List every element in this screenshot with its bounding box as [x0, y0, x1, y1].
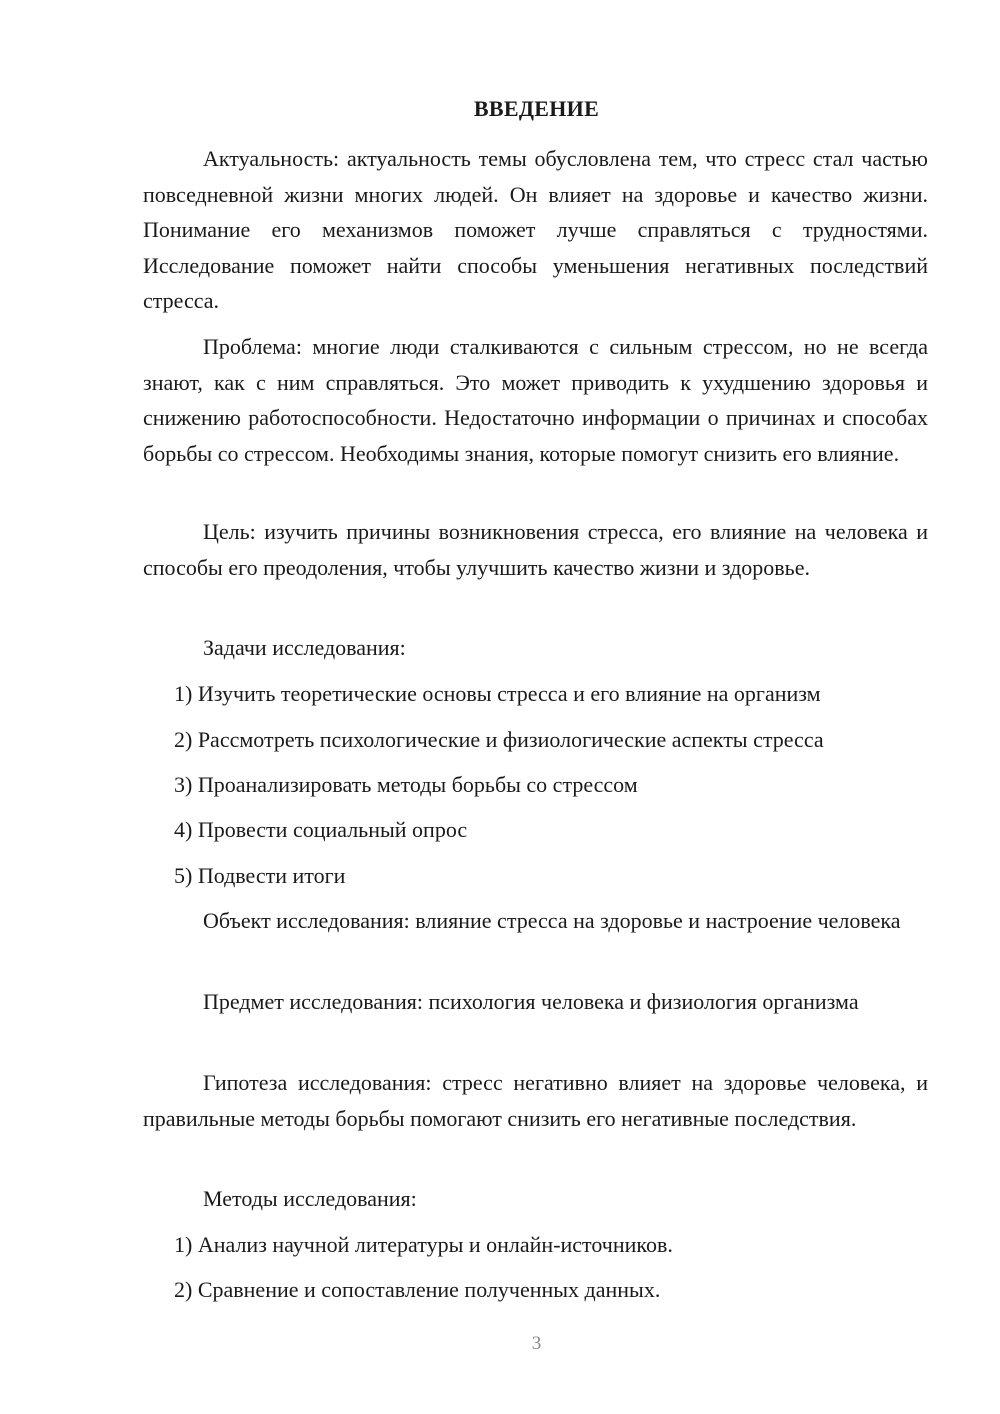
task-item: 2) Рассмотреть психологические и физиологические аспекты стресса: [174, 727, 824, 752]
tasks-heading: Задачи исследования:: [203, 635, 406, 660]
task-item: 5) Подвести итоги: [174, 863, 346, 888]
page-number: 3: [531, 1333, 542, 1354]
problem-paragraph: Проблема: многие люди сталкиваются с сильным стрессом, но не всегда знают, как с ним справляться. Это может приводить к ухудшению здоровья и снижению работоспособности. Недостаточно информации о причинах и способах борьбы со стрессом. Необходимы знания, которые помогут снизить его влияние.: [143, 334, 928, 466]
hypothesis-paragraph: Гипотеза исследования: стресс негативно влияет на здоровье человека, и правильные методы борьбы помогают снизить его негативные последствия.: [143, 1070, 928, 1131]
page-title: ВВЕДЕНИЕ: [473, 96, 600, 121]
method-item: 1) Анализ научной литературы и онлайн-источников.: [174, 1232, 673, 1257]
methods-heading: Методы исследования:: [203, 1186, 417, 1211]
subject-paragraph: Предмет исследования: психология человека и физиология организма: [203, 989, 859, 1014]
task-item: 4) Провести социальный опрос: [174, 817, 468, 842]
goal-paragraph: Цель: изучить причины возникновения стресса, его влияние на человека и способы его преодоления, чтобы улучшить качество жизни и здоровье.: [143, 519, 928, 580]
relevance-paragraph: Актуальность: актуальность темы обусловлена тем, что стресс стал частью повседневной жизни многих людей. Он влияет на здоровье и качество жизни. Понимание его механизмов поможет лучше справляться с трудностями. Исследование поможет найти способы уменьшения негативных последствий стресса.: [143, 146, 928, 313]
task-item: 1) Изучить теоретические основы стресса и его влияние на организм: [174, 681, 821, 706]
object-paragraph: Объект исследования: влияние стресса на здоровье и настроение человека: [203, 908, 901, 933]
task-item: 3) Проанализировать методы борьбы со стрессом: [174, 772, 638, 797]
method-item: 2) Сравнение и сопоставление полученных данных.: [174, 1277, 661, 1302]
